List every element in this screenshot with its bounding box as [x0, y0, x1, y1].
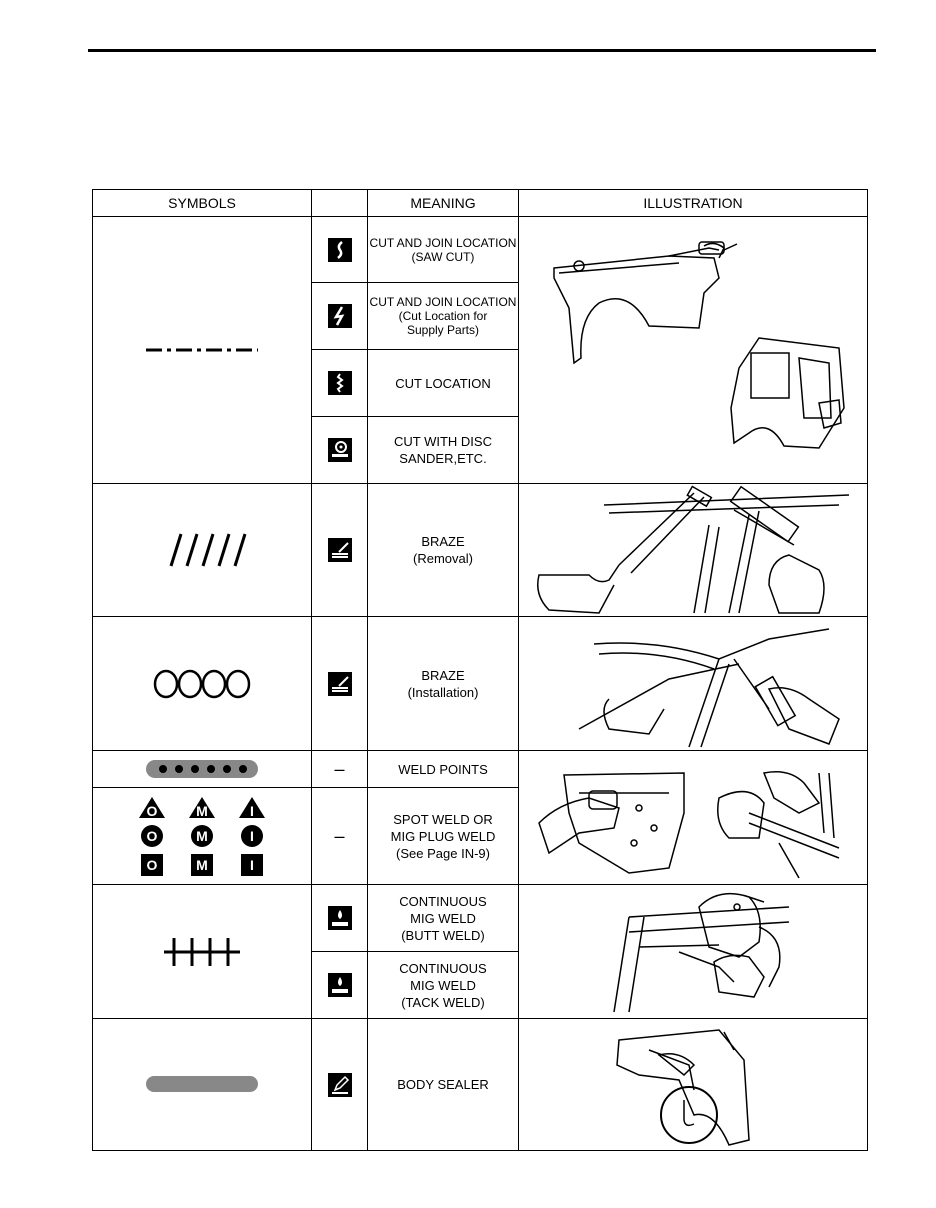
icon-cell [312, 952, 368, 1019]
header-symbols: SYMBOLS [93, 190, 312, 217]
mig-weld-icon [328, 973, 352, 997]
weld-letter-i: I [250, 828, 254, 844]
weld-letter-m: M [196, 828, 208, 844]
table-row [93, 1019, 868, 1151]
table-row [93, 751, 868, 788]
saw-cut-icon [328, 238, 352, 262]
cut-line-symbol [93, 217, 312, 484]
meaning-cell: CUT WITH DISC SANDER,ETC. [368, 417, 519, 484]
mig-weld-illustration [519, 887, 864, 1017]
icon-cell [312, 217, 368, 283]
symbol-legend-table [92, 189, 868, 1151]
illustration-mig-weld [519, 885, 868, 1019]
spot-weld-symbols [93, 788, 312, 885]
lightning-cut-icon [328, 304, 352, 328]
mig-weld-symbol [93, 885, 312, 1019]
table-row [93, 885, 868, 952]
no-icon-dash: – [312, 788, 368, 885]
body-sealer-symbol [93, 1019, 312, 1151]
table-header-row [93, 190, 868, 217]
icon-cell [312, 617, 368, 751]
no-icon-dash: – [312, 751, 368, 788]
disc-sander-icon [328, 438, 352, 462]
icon-cell [312, 484, 368, 617]
meaning-cell: BRAZE (Removal) [368, 484, 519, 617]
braze-removal-illustration [519, 485, 864, 615]
weld-letter-m: M [196, 803, 208, 819]
meaning-cell: CONTINUOUS MIG WELD (BUTT WELD) [368, 885, 519, 952]
illustration-body-sealer [519, 1019, 868, 1151]
weld-letter-o: O [146, 803, 158, 819]
table-row [93, 217, 868, 283]
header-icon-column [312, 190, 368, 217]
spot-weld-illustration [519, 753, 864, 883]
dash-dot-line-icon [144, 347, 260, 353]
weld-letter-o: O [146, 857, 158, 873]
ellipse-chain-icon [152, 668, 252, 700]
meaning-cell: CUT AND JOIN LOCATION (SAW CUT) [368, 217, 519, 283]
weld-letter-m: M [196, 857, 208, 873]
body-sealer-illustration [519, 1020, 864, 1150]
illustration-cut-panels [519, 217, 868, 484]
weld-letter-o: O [146, 828, 158, 844]
icon-cell [312, 283, 368, 350]
sealer-pen-icon [328, 1073, 352, 1097]
stitch-line-icon [162, 935, 242, 969]
weld-letter-i: I [250, 803, 254, 819]
weld-points-symbol [93, 751, 312, 788]
meaning-cell: CONTINUOUS MIG WELD (TACK WELD) [368, 952, 519, 1019]
braze-torch-icon [328, 672, 352, 696]
meaning-cell: SPOT WELD OR MIG PLUG WELD (See Page IN-9) [368, 788, 519, 885]
slash-hatch-icon [157, 532, 247, 568]
braze-installation-symbol [93, 617, 312, 751]
meaning-cell: CUT AND JOIN LOCATION (Cut Location for Supply Parts) [368, 283, 519, 350]
meaning-cell: CUT LOCATION [368, 350, 519, 417]
quarter-panel-cut-illustration [519, 218, 864, 482]
dotted-bar-icon [145, 759, 259, 779]
weld-type-symbol-grid [138, 794, 266, 878]
page-top-rule [88, 49, 876, 52]
illustration-spot-weld [519, 751, 868, 885]
braze-torch-icon [328, 538, 352, 562]
meaning-cell: WELD POINTS [368, 751, 519, 788]
table-row [93, 617, 868, 751]
zigzag-cut-icon [328, 371, 352, 395]
braze-installation-illustration [519, 619, 864, 749]
header-illustration: ILLUSTRATION [519, 190, 868, 217]
braze-removal-symbol [93, 484, 312, 617]
weld-letter-i: I [250, 857, 254, 873]
header-meaning: MEANING [368, 190, 519, 217]
mig-weld-icon [328, 906, 352, 930]
icon-cell [312, 885, 368, 952]
icon-cell [312, 417, 368, 484]
icon-cell [312, 350, 368, 417]
table-row [93, 484, 868, 617]
sealer-bar-icon [145, 1075, 259, 1093]
meaning-cell: BODY SEALER [368, 1019, 519, 1151]
meaning-cell: BRAZE (Installation) [368, 617, 519, 751]
illustration-braze-installation [519, 617, 868, 751]
illustration-braze-removal [519, 484, 868, 617]
icon-cell [312, 1019, 368, 1151]
